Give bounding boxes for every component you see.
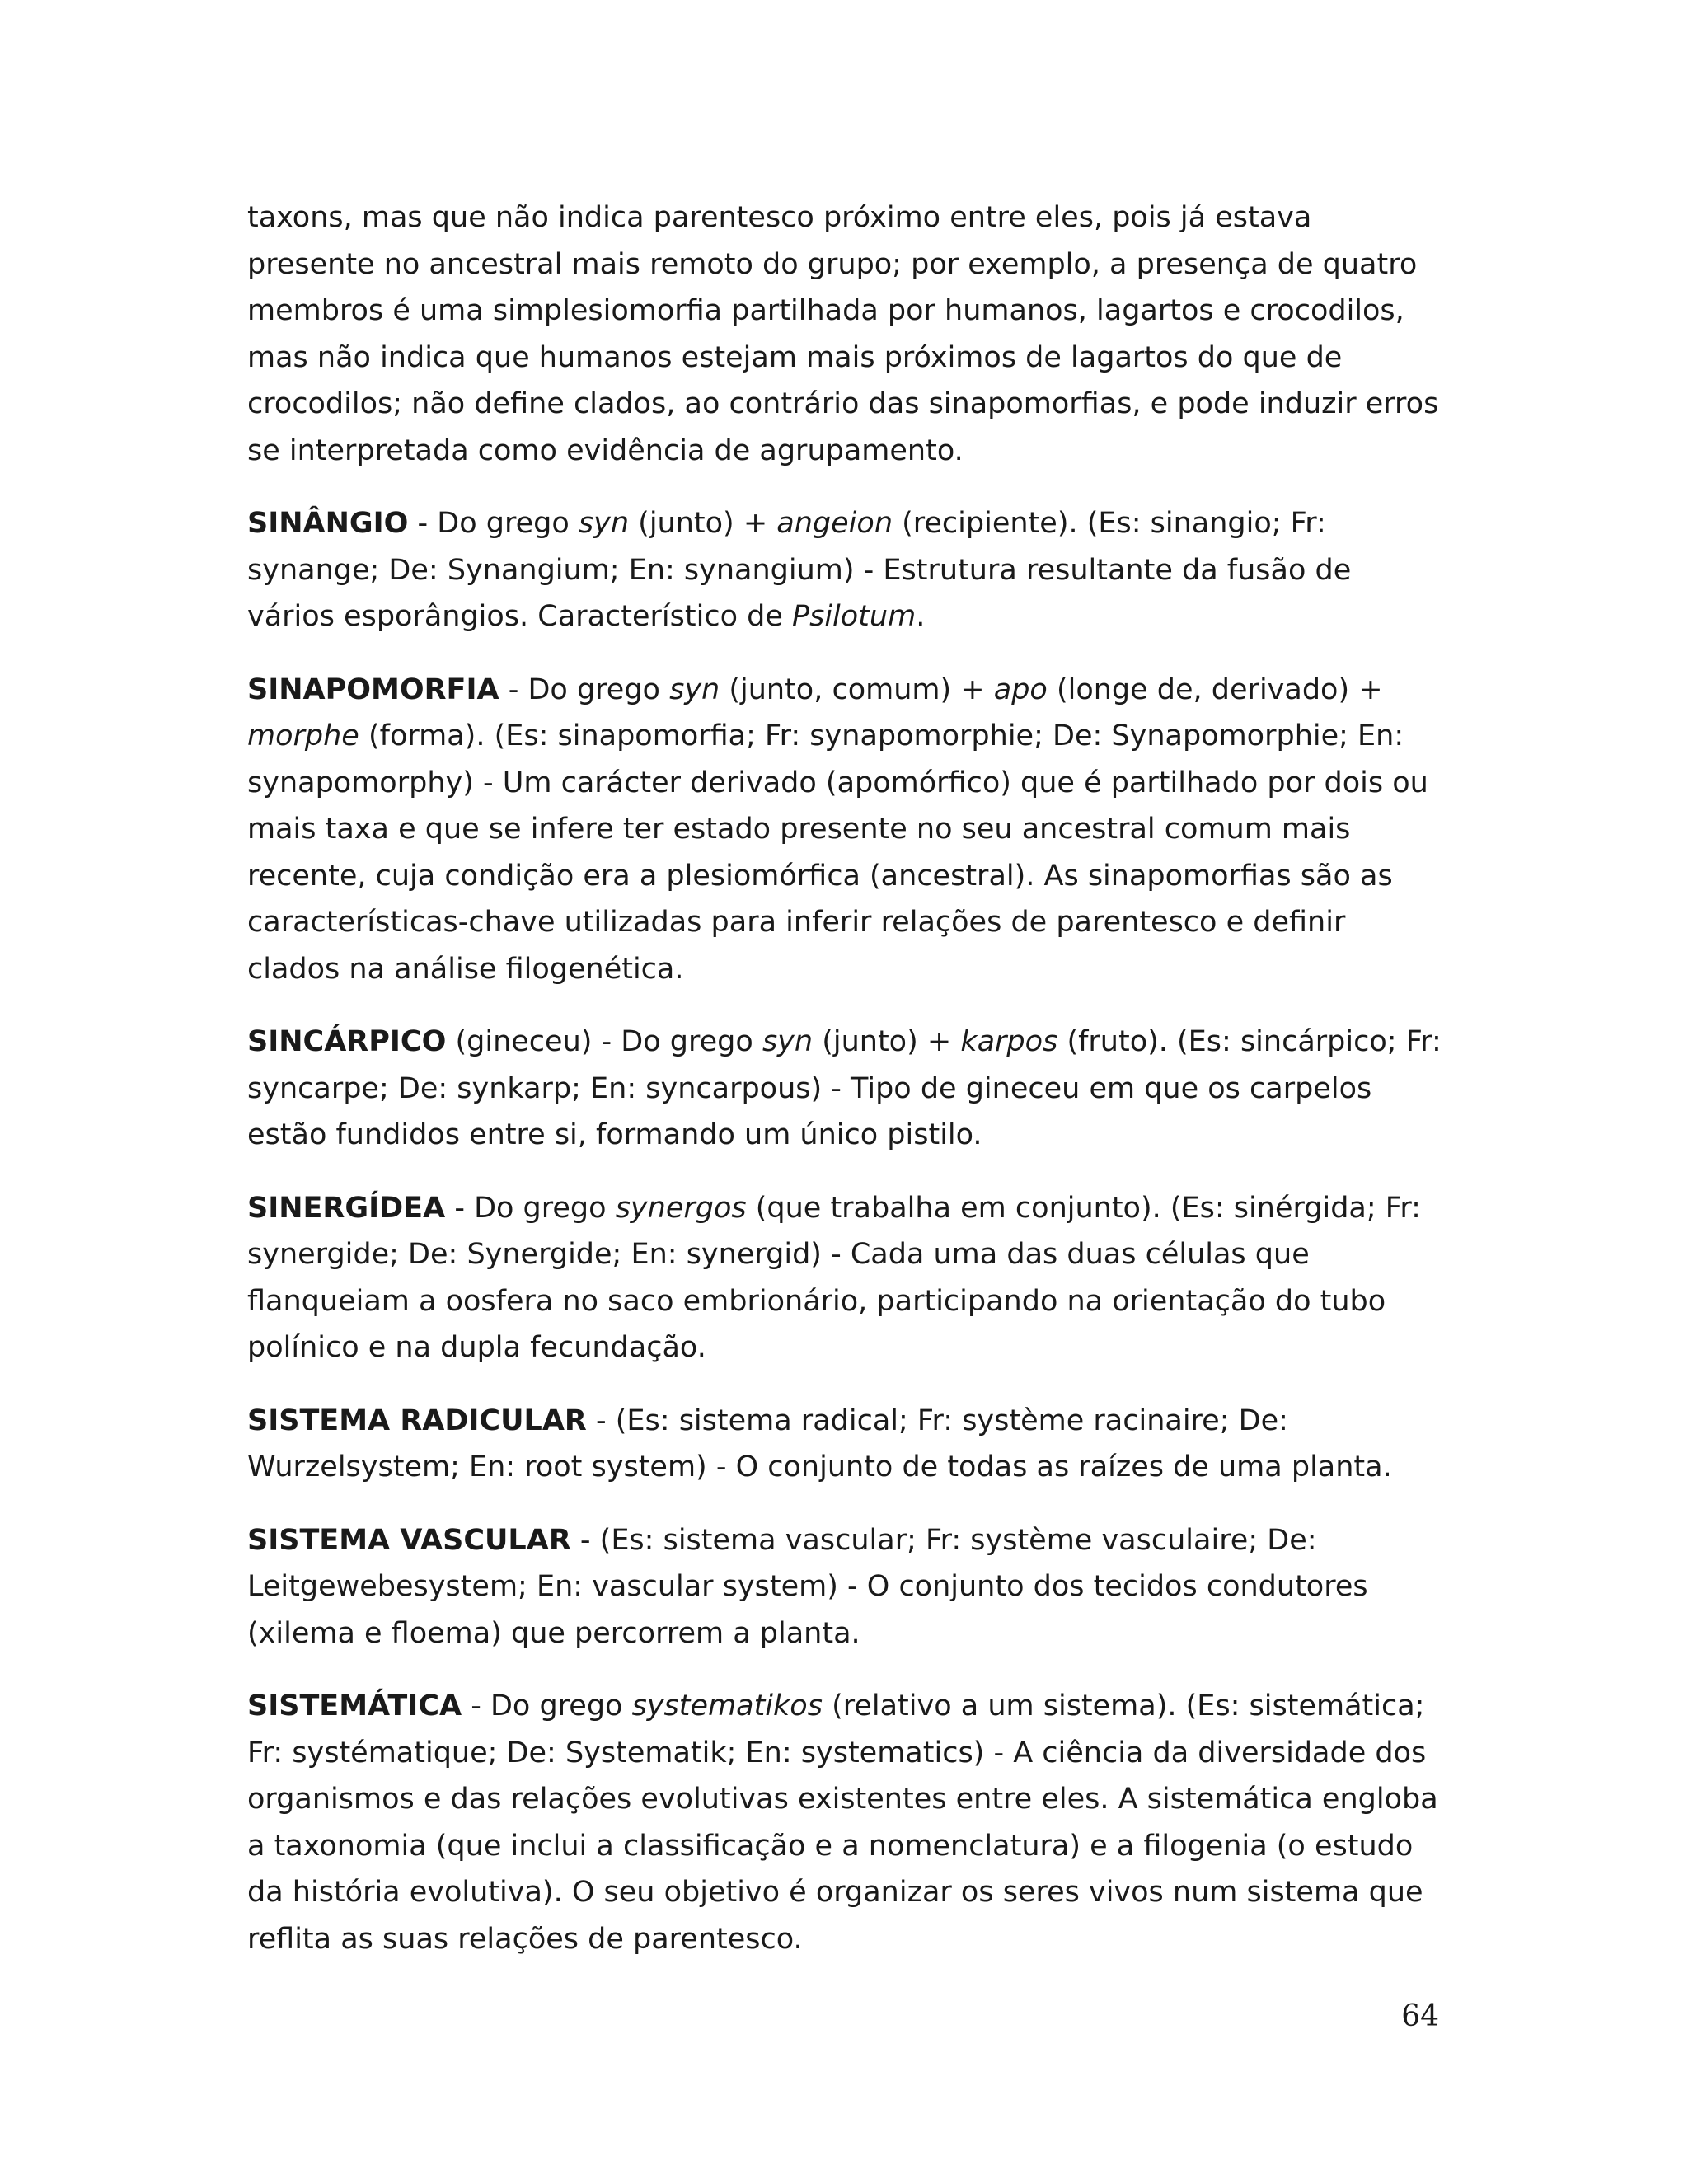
entry-italic: syn	[762, 1025, 814, 1058]
entry-text: (junto, comum) +	[720, 673, 994, 706]
entry-text: - Do grego	[445, 1191, 616, 1225]
entry-text: (forma). (Es: sinapomorfia; Fr: synapomorphie; De: Synapomorphie; En: synapomorphy) - Um carácter derivado (apomórfico) que é partilhado por dois ou mais taxa e que se infere ter estado presente no seu ancestral comum mais recente, cuja condição era a plesiomórfica (ancestral). As sinapomorfias são as características-chave utilizadas para inferir relações de parentesco e definir clados na análise filogenética.	[247, 719, 1428, 986]
entry-text: .	[916, 600, 926, 633]
glossary-entry-sincarpico	[247, 1019, 1447, 1159]
entry-italic: Psilotum	[791, 600, 917, 633]
entry-italic: morphe	[247, 719, 359, 752]
entry-text: taxons, mas que não indica parentesco próximo entre eles, pois já estava presente no ancestral mais remoto do grupo; por exemplo, a presença de quatro membros é uma simplesiomorfia partilhada por humanos, lagartos e crocodilos, mas não indica que humanos estejam mais próximos de lagartos do que de crocodilos; não define clados, ao contrário das sinapomorfias, e pode induzir erros se interpretada como evidência de agrupamento.	[247, 201, 1439, 467]
entry-term: SINÂNGIO	[247, 507, 409, 540]
entry-text: - Do grego	[462, 1690, 632, 1722]
entry-italic: angeion	[776, 507, 893, 540]
entry-text: (recipiente). (Es: sinangio; Fr: synange; De: Synangium; En: synangium) - Estrutura resultante da fusão de vários esporângios. Característico de	[247, 507, 1352, 633]
entry-text: - (Es: sistema vascular; Fr: système vasculaire; De: Leitgewebesystem; En: vascular system) - O conjunto dos tecidos condutores (xilema e floema) que percorrem a planta.	[247, 1523, 1368, 1650]
glossary-entry-sistema-radicular	[247, 1398, 1447, 1491]
entry-text: (que trabalha em conjunto). (Es: sinérgida; Fr: synergide; De: Synergide; En: synergid) - Cada uma das duas células que flanqueiam a oosfera no saco embrionário, participando na orientação do tubo polínico e na dupla fecundação.	[247, 1191, 1421, 1364]
entry-italic: systematikos	[631, 1690, 823, 1722]
entry-term: SISTEMA RADICULAR	[247, 1404, 587, 1437]
entry-text: (longe de, derivado) +	[1047, 673, 1383, 706]
entry-text: (gineceu) - Do grego	[446, 1025, 762, 1058]
entry-text: - Do grego	[499, 673, 670, 706]
entry-italic: apo	[993, 673, 1048, 706]
glossary-entry-sistema-vascular	[247, 1517, 1447, 1657]
entry-italic: syn	[669, 673, 720, 706]
entry-text: - (Es: sistema radical; Fr: système racinaire; De: Wurzelsystem; En: root system) - O conjunto de todas as raízes de uma planta.	[247, 1404, 1392, 1483]
entry-text: (junto) +	[813, 1025, 961, 1058]
glossary-content	[247, 194, 1447, 1989]
page-number: 64	[1401, 1999, 1439, 2033]
entry-term: SISTEMA VASCULAR	[247, 1523, 571, 1557]
entry-text: (fruto). (Es: sincárpico; Fr: syncarpe; De: synkarp; En: syncarpous) - Tipo de gineceu em que os carpelos estão fundidos entre si, formando um único pistilo.	[247, 1025, 1442, 1151]
entry-text: (relativo a um sistema). (Es: sistemática; Fr: systématique; De: Systematik; En: systematics) - A ciência da diversidade dos organismos e das relações evolutivas existentes entre eles. A sistemática engloba a taxonomia (que inclui a classificação e a nomenclatura) e a filogenia (o estudo da história evolutiva). O seu objetivo é organizar os seres vivos num sistema que reflita as suas relações de parentesco.	[247, 1690, 1438, 1956]
glossary-entry-sistematica	[247, 1683, 1447, 1962]
glossary-entry-sinapomorfia	[247, 667, 1447, 993]
entry-term: SINAPOMORFIA	[247, 673, 499, 706]
glossary-entry-sinangio	[247, 500, 1447, 640]
entry-text: - Do grego	[408, 507, 579, 540]
glossary-entry-sinergidea	[247, 1185, 1447, 1371]
entry-text: (junto) +	[629, 507, 777, 540]
entry-term: SISTEMÁTICA	[247, 1690, 462, 1722]
entry-italic: karpos	[960, 1025, 1058, 1058]
entry-italic: synergos	[615, 1191, 747, 1225]
entry-term: SINERGÍDEA	[247, 1191, 446, 1225]
entry-term: SINCÁRPICO	[247, 1025, 447, 1058]
glossary-entry	[247, 194, 1447, 474]
entry-italic: syn	[578, 507, 630, 540]
